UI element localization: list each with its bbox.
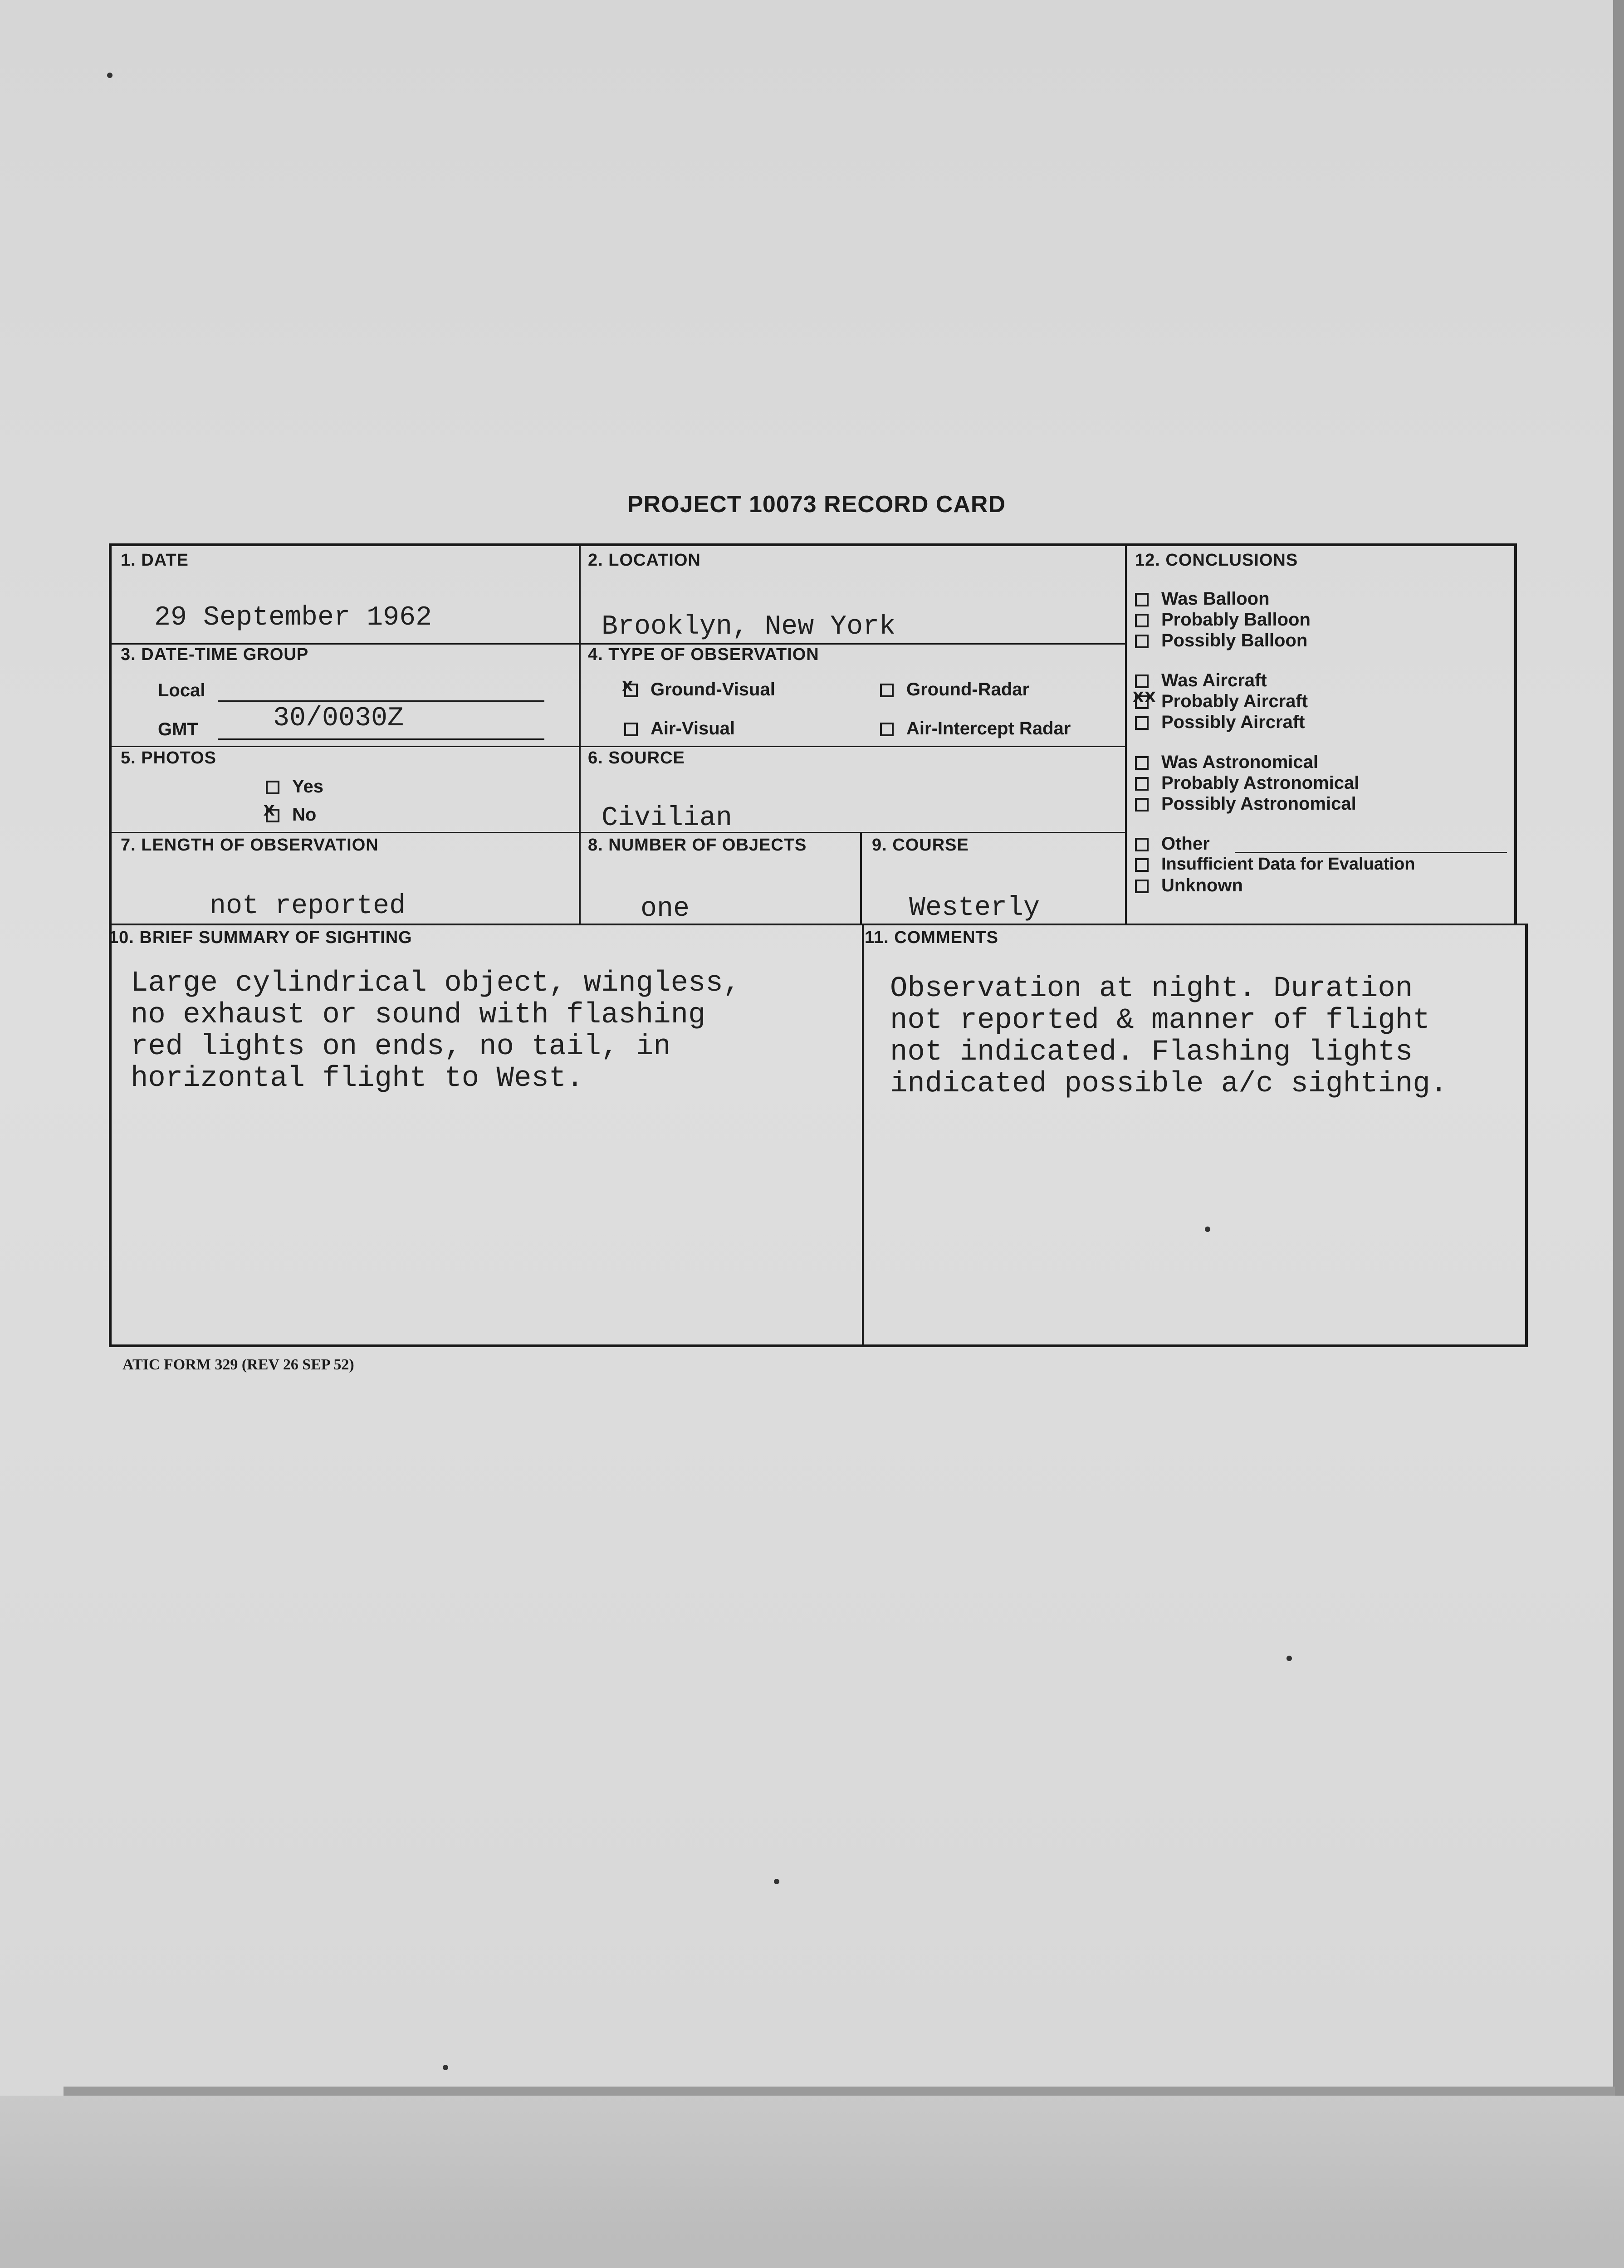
scan-speck	[1286, 1656, 1292, 1661]
conclusion-possibly-balloon	[1135, 631, 1307, 651]
checkbox-icon	[266, 781, 279, 794]
summary-line: horizontal flight to West.	[131, 1062, 584, 1095]
checkbox-icon	[624, 723, 638, 736]
checkbox-icon	[1135, 858, 1149, 872]
gmt-value: 30/0030Z	[273, 703, 404, 734]
conclusion-label: Probably Balloon	[1161, 610, 1311, 630]
local-label: Local	[158, 680, 205, 700]
conclusions-label: 12. CONCLUSIONS	[1135, 551, 1298, 570]
form-number: ATIC FORM 329 (REV 26 SEP 52)	[122, 1356, 354, 1373]
conclusion-probably-aircraft	[1135, 691, 1308, 712]
conclusion-probably-astronomical	[1135, 773, 1359, 793]
length-value: not reported	[210, 891, 406, 922]
checkbox-icon	[1135, 777, 1149, 791]
conclusion-possibly-aircraft	[1135, 712, 1305, 733]
check-mark: xx	[1132, 686, 1156, 709]
conclusion-label: Probably Aircraft	[1161, 691, 1308, 711]
conclusion-label: Insufficient Data for Evaluation	[1161, 855, 1415, 874]
conclusion-label: Unknown	[1161, 875, 1243, 895]
observation-type-label: 4. TYPE OF OBSERVATION	[588, 645, 819, 664]
gmt-label: GMT	[158, 719, 198, 739]
checkbox-icon	[1135, 614, 1149, 627]
option-label: Air-Intercept Radar	[906, 719, 1071, 738]
location-label: 2. LOCATION	[588, 551, 701, 570]
conclusion-label: Was Aircraft	[1161, 670, 1267, 690]
conclusion-was-balloon	[1135, 589, 1270, 609]
number-of-objects-label: 8. NUMBER OF OBJECTS	[588, 836, 807, 855]
checkbox-icon	[1135, 880, 1149, 893]
scan-speck	[1205, 1227, 1210, 1232]
conclusion-insufficient-data	[1135, 855, 1415, 874]
page-right-edge	[1613, 0, 1624, 2114]
conclusion-label: Probably Astronomical	[1161, 773, 1360, 793]
conclusion-possibly-astronomical	[1135, 794, 1356, 814]
checkbox-icon	[1135, 635, 1149, 648]
conclusion-label: Other	[1161, 834, 1210, 854]
summary-line: no exhaust or sound with flashing	[131, 999, 706, 1031]
record-card	[109, 543, 1528, 1347]
course-value: Westerly	[909, 893, 1040, 924]
option-label: Air-Visual	[651, 719, 735, 738]
card-title: PROJECT 10073 RECORD CARD	[627, 491, 1006, 518]
conclusion-other	[1135, 834, 1210, 854]
checkbox-icon	[1135, 798, 1149, 811]
option-label: Yes	[292, 777, 323, 797]
number-of-objects-value: one	[641, 894, 690, 924]
conclusion-was-astronomical	[1135, 752, 1318, 772]
comments-line: indicated possible a/c sighting.	[890, 1068, 1448, 1100]
conclusion-label: Possibly Aircraft	[1161, 712, 1305, 732]
comments-line: Observation at night. Duration	[890, 973, 1413, 1005]
scan-lower-strip	[0, 2096, 1624, 2268]
checkbox-icon	[1135, 756, 1149, 770]
option-ground-radar	[880, 679, 1029, 700]
conclusion-label: Possibly Balloon	[1161, 631, 1308, 650]
checkbox-icon	[880, 723, 894, 736]
summary-line: red lights on ends, no tail, in	[131, 1031, 671, 1063]
check-mark: x	[263, 799, 275, 822]
option-ground-visual	[624, 679, 775, 700]
check-mark: x	[621, 675, 634, 698]
scan-speck	[443, 2065, 448, 2070]
option-air-intercept-radar	[880, 719, 1071, 739]
source-label: 6. SOURCE	[588, 748, 685, 767]
comments-line: not reported & manner of flight	[890, 1004, 1430, 1037]
option-air-visual	[624, 719, 735, 739]
photos-label: 5. PHOTOS	[121, 748, 217, 767]
checkbox-icon	[1135, 716, 1149, 730]
option-label: No	[292, 805, 317, 825]
conclusion-probably-balloon	[1135, 610, 1311, 630]
photos-option-yes	[266, 777, 323, 797]
checkbox-icon	[1135, 593, 1149, 606]
comments-label: 11. COMMENTS	[865, 928, 998, 947]
date-value: 29 September 1962	[154, 602, 432, 633]
conclusion-label: Was Balloon	[1161, 589, 1270, 609]
comments-line: not indicated. Flashing lights	[890, 1036, 1413, 1069]
scan-speck	[774, 1879, 779, 1884]
date-label: 1. DATE	[121, 551, 189, 570]
course-label: 9. COURSE	[872, 836, 969, 855]
checkbox-icon	[1135, 838, 1149, 851]
checkbox-icon	[880, 684, 894, 697]
location-value: Brooklyn, New York	[602, 611, 896, 642]
conclusion-unknown	[1135, 875, 1243, 896]
option-label: Ground-Radar	[906, 679, 1030, 699]
summary-label: 10. BRIEF SUMMARY OF SIGHTING	[109, 928, 412, 947]
summary-line: Large cylindrical object, wingless,	[131, 967, 741, 1000]
scan-speck	[107, 73, 113, 78]
option-label: Ground-Visual	[651, 679, 775, 699]
date-time-group-label: 3. DATE-TIME GROUP	[121, 645, 309, 664]
conclusion-label: Was Astronomical	[1161, 752, 1318, 772]
length-label: 7. LENGTH OF OBSERVATION	[121, 836, 379, 855]
source-value: Civilian	[602, 803, 733, 834]
conclusion-label: Possibly Astronomical	[1161, 794, 1356, 814]
